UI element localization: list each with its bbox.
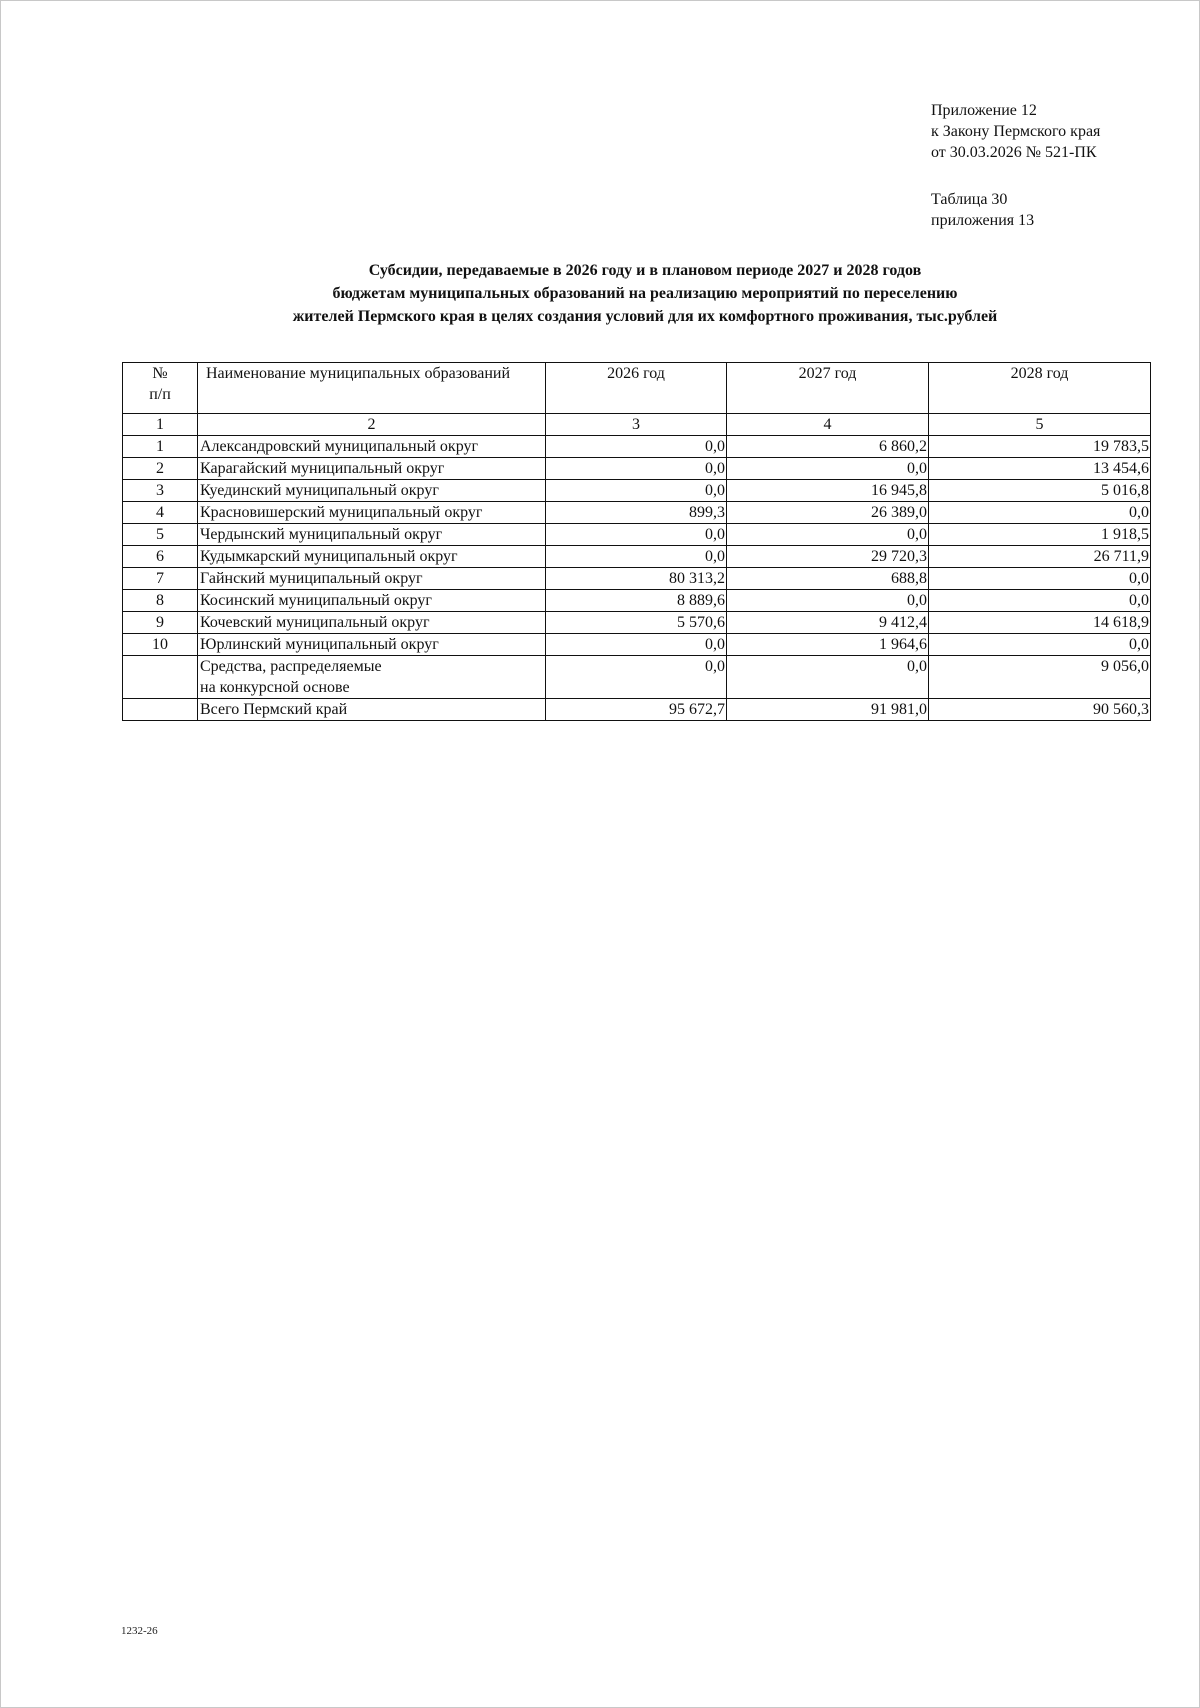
appendix-reference [931,100,1100,163]
column-index: 5 [929,414,1151,436]
table-row [123,436,1151,458]
table-reference [931,189,1034,231]
table-header-row [123,363,1151,414]
value-2026: 80 313,2 [546,568,727,590]
municipality-name: Чердынский муниципальный округ [198,524,546,546]
column-index: 4 [727,414,929,436]
appendix-line: к Закону Пермского края [931,123,1101,140]
table-row [123,612,1151,634]
value-2027: 26 389,0 [727,502,929,524]
row-number: 6 [123,546,198,568]
header-name: Наименование муниципальных образований [198,363,546,414]
value-2027: 0,0 [727,590,929,612]
value-2026: 0,0 [546,656,727,699]
table-row [123,568,1151,590]
table-ref-line: Таблица 30 [931,191,1008,208]
value-2028: 0,0 [929,568,1151,590]
value-2026: 0,0 [546,524,727,546]
header-num-symbol: № [152,365,168,382]
header-2028: 2028 год [929,363,1151,414]
competitive-name-line: на конкурсной основе [200,679,350,696]
municipality-name: Кочевский муниципальный округ [198,612,546,634]
header-num [123,363,198,414]
title-line: бюджетам муниципальных образований на реализацию мероприятий по переселению [332,285,958,302]
title-line: Субсидии, передаваемые в 2026 году и в плановом периоде 2027 и 2028 годов [368,262,922,279]
value-2026: 5 570,6 [546,612,727,634]
value-2027: 9 412,4 [727,612,929,634]
column-index: 1 [123,414,198,436]
table-row [123,524,1151,546]
municipality-name: Карагайский муниципальный округ [198,458,546,480]
competitive-funds-name [198,656,546,699]
row-number-empty [123,656,198,699]
total-2026: 95 672,7 [546,699,727,721]
municipality-name: Юрлинский муниципальный округ [198,634,546,656]
value-2028: 1 918,5 [929,524,1151,546]
value-2027: 0,0 [727,458,929,480]
row-number: 7 [123,568,198,590]
value-2028: 0,0 [929,590,1151,612]
value-2028: 13 454,6 [929,458,1151,480]
value-2026: 8 889,6 [546,590,727,612]
value-2026: 0,0 [546,546,727,568]
table-row [123,480,1151,502]
header-2027: 2027 год [727,363,929,414]
value-2027: 16 945,8 [727,480,929,502]
table-row [123,458,1151,480]
subsidy-table [122,362,1151,721]
table-row [123,546,1151,568]
row-number: 2 [123,458,198,480]
value-2027: 0,0 [727,656,929,699]
value-2027: 0,0 [727,524,929,546]
table-row [123,502,1151,524]
total-label: Всего Пермский край [198,699,546,721]
title-line: жителей Пермского края в целях создания условий для их комфортного проживания, тыс.рублей [292,308,998,325]
header-num-abbr: п/п [149,386,171,403]
value-2027: 29 720,3 [727,546,929,568]
row-number: 10 [123,634,198,656]
value-2028: 19 783,5 [929,436,1151,458]
competitive-funds-row [123,656,1151,699]
document-code: 1232-26 [121,1625,158,1637]
value-2028: 9 056,0 [929,656,1151,699]
appendix-line: от 30.03.2026 № 521-ПК [931,144,1097,161]
table-row [123,590,1151,612]
total-2028: 90 560,3 [929,699,1151,721]
municipality-name: Гайнский муниципальный округ [198,568,546,590]
value-2027: 1 964,6 [727,634,929,656]
column-index: 2 [198,414,546,436]
row-number: 8 [123,590,198,612]
row-number: 9 [123,612,198,634]
value-2026: 0,0 [546,480,727,502]
municipality-name: Куединский муниципальный округ [198,480,546,502]
column-index-row [123,414,1151,436]
value-2028: 14 618,9 [929,612,1151,634]
appendix-line: Приложение 12 [931,102,1037,119]
total-row [123,699,1151,721]
value-2028: 5 016,8 [929,480,1151,502]
value-2027: 688,8 [727,568,929,590]
value-2028: 0,0 [929,634,1151,656]
table-ref-line: приложения 13 [931,212,1035,229]
row-number-empty [123,699,198,721]
competitive-name-line: Средства, распределяемые [200,658,382,675]
document-title [160,259,1130,328]
table-row [123,634,1151,656]
municipality-name: Косинский муниципальный округ [198,590,546,612]
municipality-name: Кудымкарский муниципальный округ [198,546,546,568]
value-2028: 0,0 [929,502,1151,524]
row-number: 3 [123,480,198,502]
municipality-name: Александровский муниципальный округ [198,436,546,458]
total-2027: 91 981,0 [727,699,929,721]
header-2026: 2026 год [546,363,727,414]
value-2026: 0,0 [546,436,727,458]
row-number: 1 [123,436,198,458]
value-2026: 0,0 [546,458,727,480]
column-index: 3 [546,414,727,436]
row-number: 4 [123,502,198,524]
value-2027: 6 860,2 [727,436,929,458]
municipality-name: Красновишерский муниципальный округ [198,502,546,524]
value-2026: 0,0 [546,634,727,656]
value-2026: 899,3 [546,502,727,524]
value-2028: 26 711,9 [929,546,1151,568]
row-number: 5 [123,524,198,546]
